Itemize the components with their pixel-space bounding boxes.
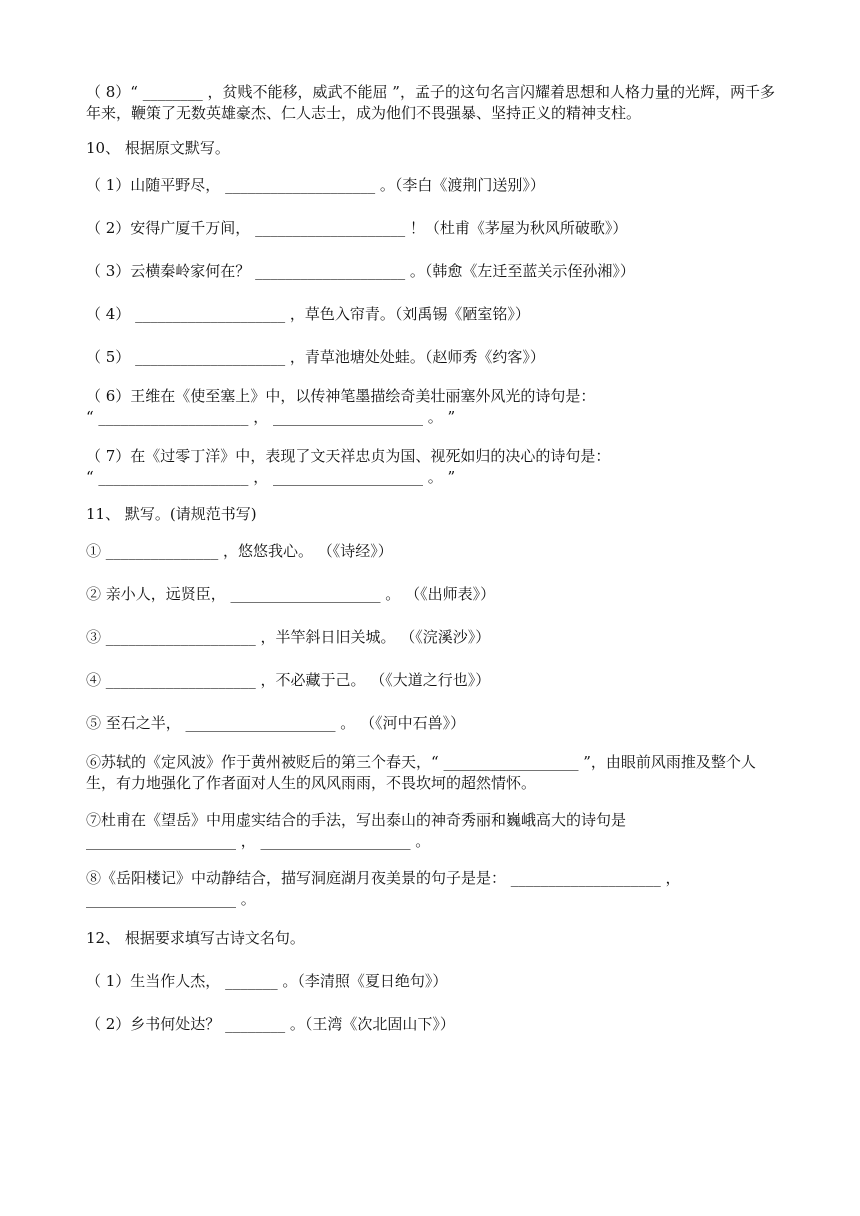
q10-item-6: （ 6）王维在《使至塞上》中，以传神笔墨描绘奇美壮丽塞外风光的诗句是： “ ____________________ ， ____________________ 。 ” xyxy=(86,387,596,426)
q11-heading: 11、 默写。(请规范书写) xyxy=(86,505,257,523)
q11-item-3: ③ ____________________ ，半竿斜日旧关城。 （《浣溪沙》） xyxy=(86,628,491,646)
q11-item-6: ⑥苏轼的《定风波》作于黄州被贬后的第三个春天，“ __________________ ”，由眼前风雨推及整个人生，有力地强化了作者面对人生的风风雨雨，不畏坎坷的超然情怀。 xyxy=(86,753,756,792)
q11-item-1: ① _______________ ，悠悠我心。 （《诗经》） xyxy=(86,542,393,560)
q10-item-7: （ 7）在《过零丁洋》中，表现了文天祥忠贞为国、视死如归的决心的诗句是： “ ____________________ ， ____________________ 。 ” xyxy=(86,447,611,486)
document-page xyxy=(86,82,781,1035)
q11-item-7: ⑦杜甫在《望岳》中用虚实结合的手法，写出泰山的神奇秀丽和巍峨高大的诗句是 ____________________ ， ____________________ 。 xyxy=(86,811,627,850)
q10-item-2: （ 2）安得广厦千万间， ____________________ ！（杜甫《茅屋为秋风所破歌》） xyxy=(86,219,628,237)
q9-item-8: （ 8）“ ________ ，贫贱不能移，威武不能屈 ”，孟子的这句名言闪耀着思想和人格力量的光辉，两千多年来，鞭策了无数英雄豪杰、仁人志士，成为他们不畏强暴、坚持正义的精神支柱。 xyxy=(86,83,775,122)
q10-item-3: （ 3）云横秦岭家何在？ ____________________ 。（韩愈《左迁至蓝关示侄孙湘》） xyxy=(86,262,635,280)
q12-item-2: （ 2）乡书何处达？ ________ 。（王湾《次北固山下》） xyxy=(86,1015,455,1033)
q12-heading: 12、 根据要求填写古诗文名句。 xyxy=(86,929,305,947)
q10-item-5: （ 5） ____________________ ，青草池塘处处蛙。（赵师秀《约客》） xyxy=(86,348,545,366)
q11-item-8: ⑧《岳阳楼记》中动静结合，描写洞庭湖月夜美景的句子是是： ____________________ ， ____________________ 。 xyxy=(86,869,681,908)
q11-item-2: ② 亲小人，远贤臣， ____________________ 。 （《出师表》） xyxy=(86,585,496,603)
q12-item-1: （ 1）生当作人杰， _______ 。（李清照《夏日绝句》） xyxy=(86,972,448,990)
q10-item-4: （ 4） ____________________ ，草色入帘青。（刘禹锡《陋室铭》） xyxy=(86,305,530,323)
q11-item-5: ⑤ 至石之半， ____________________ 。 （《河中石兽》） xyxy=(86,714,466,732)
q11-item-4: ④ ____________________ ，不必藏于己。 （《大道之行也》） xyxy=(86,671,491,689)
q10-item-1: （ 1）山随平野尽， ____________________ 。（李白《渡荆门送别》） xyxy=(86,176,545,194)
q10-heading: 10、 根据原文默写。 xyxy=(86,139,230,157)
